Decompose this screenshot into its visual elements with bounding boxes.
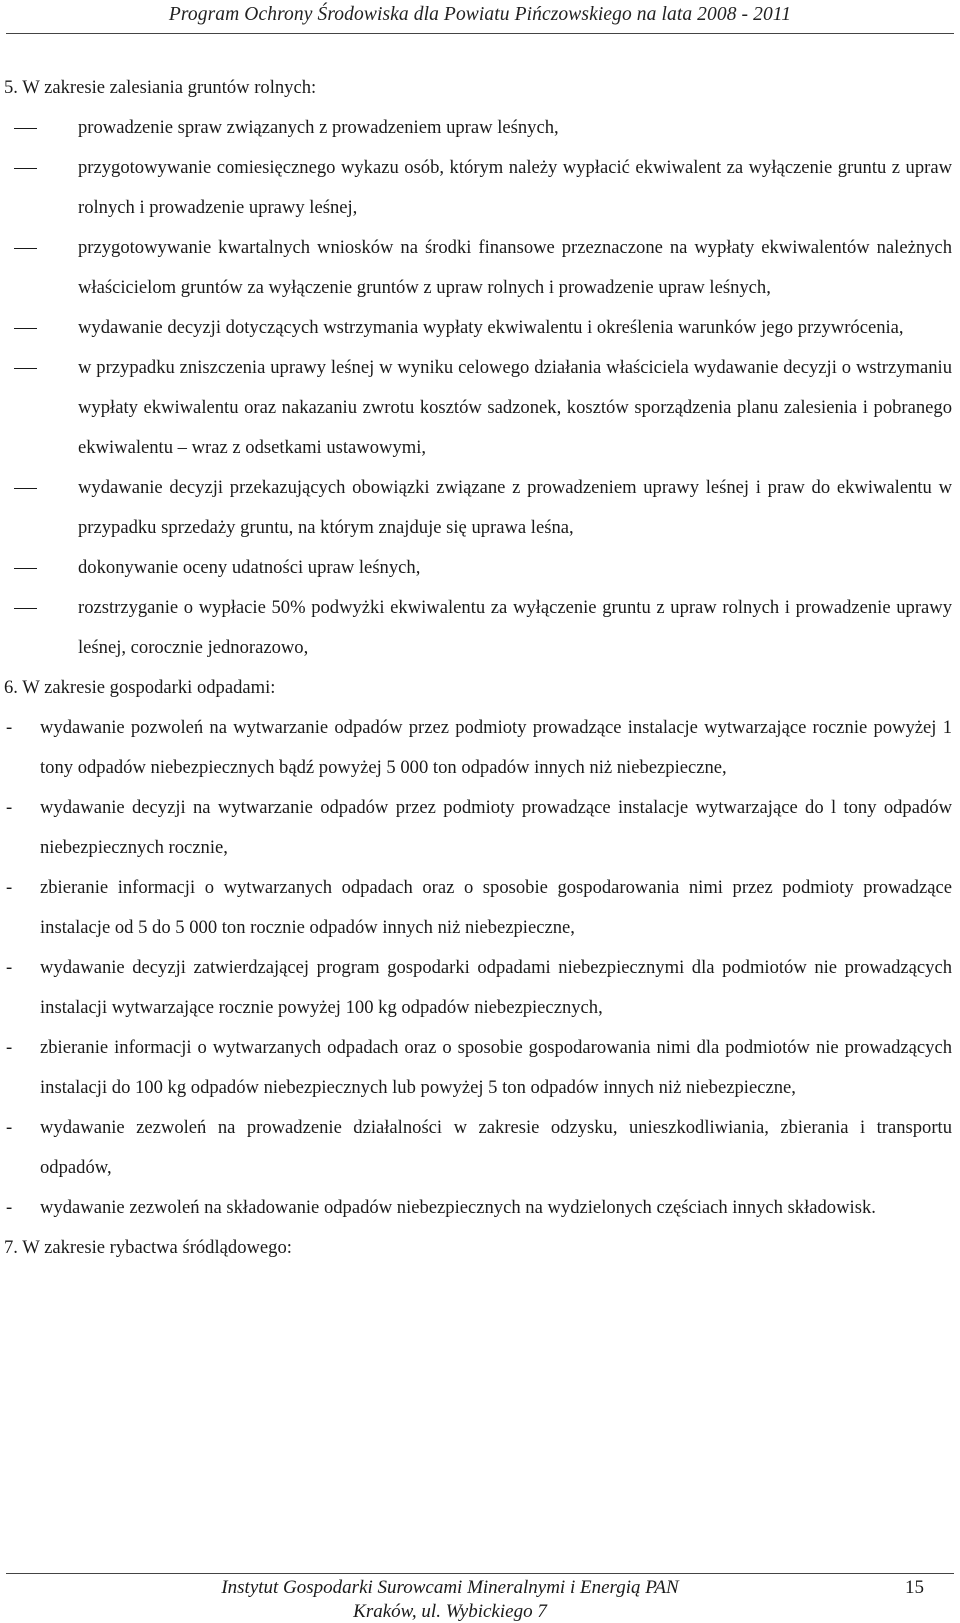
list-item — [4, 148, 956, 228]
hyphen-bullet-icon: - — [6, 1117, 13, 1138]
section-5-list — [4, 108, 956, 668]
list-item-text: prowadzenie spraw związanych z prowadzeniem upraw leśnych, — [78, 117, 559, 138]
list-item-text: wydawanie decyzji na wytwarzanie odpadów przez podmioty prowadzące instalacje wytwarzające do l tony odpadów niebezpiecznych rocznie, — [40, 797, 952, 858]
list-item-text: przygotowywanie comiesięcznego wykazu osób, którym należy wypłacić ekwiwalent za wyłączenie gruntu z upraw rolnych i prowadzenie uprawy leśnej, — [78, 157, 952, 218]
document-body — [4, 68, 956, 1268]
dash-bullet-icon — [14, 608, 37, 609]
list-item — [4, 108, 956, 148]
section-7-title: 7. W zakresie rybactwa śródlądowego: — [4, 1237, 292, 1258]
footer-institute: Instytut Gospodarki Surowcami Mineralnymi i Energią PAN — [221, 1577, 679, 1598]
hyphen-bullet-icon: - — [6, 877, 13, 898]
list-item-text: dokonywanie oceny udatności upraw leśnych, — [78, 557, 421, 578]
hyphen-bullet-icon: - — [6, 1037, 13, 1058]
list-item — [4, 308, 956, 348]
list-item — [4, 708, 956, 788]
list-item — [4, 868, 956, 948]
dash-bullet-icon — [14, 568, 37, 569]
section-5 — [4, 68, 956, 668]
list-item-text: zbieranie informacji o wytwarzanych odpadach oraz o sposobie gospodarowania nimi dla podmiotów nie prowadzących instalacji do 100 kg odpadów niebezpiecznych lub powyżej 5 ton odpadów innych niż niebezpieczne, — [40, 1037, 952, 1098]
list-item-text: w przypadku zniszczenia uprawy leśnej w wyniku celowego działania właściciela wydawanie decyzji o wstrzymaniu wypłaty ekwiwalentu oraz nakazaniu zwrotu kosztów sadzonek, kosztów sporządzenia planu zalesienia i pobranego ekwiwalentu – wraz z odsetkami ustawowymi, — [78, 357, 952, 458]
section-7 — [4, 1228, 956, 1268]
hyphen-bullet-icon: - — [6, 1197, 13, 1218]
dash-bullet-icon — [14, 248, 37, 249]
list-item — [4, 948, 956, 1028]
header-divider — [6, 33, 954, 34]
list-item — [4, 1188, 956, 1228]
section-6-list — [4, 708, 956, 1228]
list-item — [4, 468, 956, 548]
dash-bullet-icon — [14, 368, 37, 369]
section-6-title: 6. W zakresie gospodarki odpadami: — [4, 677, 276, 698]
list-item-text: wydawanie decyzji dotyczących wstrzymania wypłaty ekwiwalentu i określenia warunków jego przywrócenia, — [78, 317, 904, 338]
list-item-text: wydawanie zezwoleń na prowadzenie działalności w zakresie odzysku, unieszkodliwiania, zbierania i transportu odpadów, — [40, 1117, 952, 1178]
header-title: Program Ochrony Środowiska dla Powiatu Pińczowskiego na lata 2008 - 2011 — [168, 4, 792, 25]
dash-bullet-icon — [14, 488, 37, 489]
list-item-text: przygotowywanie kwartalnych wniosków na środki finansowe przeznaczone na wypłaty ekwiwalentów należnych właścicielom gruntów za wyłączenie gruntów z upraw rolnych i prowadzenie upraw leśnych, — [78, 237, 952, 298]
list-item-text: wydawanie decyzji zatwierdzającej program gospodarki odpadami niebezpiecznymi dla podmiotów nie prowadzących instalacji wytwarzające rocznie powyżej 100 kg odpadów niebezpiecznych, — [40, 957, 952, 1018]
list-item — [4, 1028, 956, 1108]
list-item-text: wydawanie decyzji przekazujących obowiązki związane z prowadzeniem uprawy leśnej i praw do ekwiwalentu w przypadku sprzedaży gruntu, na którym znajduje się uprawa leśna, — [78, 477, 952, 538]
page-footer — [0, 1563, 960, 1622]
list-item-text: wydawanie zezwoleń na składowanie odpadów niebezpiecznych na wydzielonych częściach innych składowisk. — [40, 1197, 876, 1218]
list-item — [4, 348, 956, 468]
list-item — [4, 588, 956, 668]
dash-bullet-icon — [14, 168, 37, 169]
page-header — [0, 0, 960, 40]
section-5-title: 5. W zakresie zalesiania gruntów rolnych: — [4, 77, 317, 98]
list-item — [4, 548, 956, 588]
section-6 — [4, 668, 956, 1228]
list-item-text: wydawanie pozwoleń na wytwarzanie odpadów przez podmioty prowadzące instalacje wytwarzające rocznie powyżej 1 tony odpadów niebezpiecznych bądź powyżej 5 000 ton odpadów innych niż niebezpieczne, — [40, 717, 952, 778]
footer-divider — [6, 1573, 954, 1574]
footer-address: Kraków, ul. Wybickiego 7 — [353, 1601, 547, 1622]
hyphen-bullet-icon: - — [6, 717, 13, 738]
list-item — [4, 788, 956, 868]
list-item — [4, 1108, 956, 1188]
dash-bullet-icon — [14, 328, 37, 329]
list-item — [4, 228, 956, 308]
list-item-text: rozstrzyganie o wypłacie 50% podwyżki ekwiwalentu za wyłączenie gruntu z upraw rolnych i prowadzenie uprawy leśnej, corocznie jednorazowo, — [78, 597, 952, 658]
dash-bullet-icon — [14, 128, 37, 129]
hyphen-bullet-icon: - — [6, 957, 13, 978]
page-number: 15 — [905, 1577, 924, 1598]
hyphen-bullet-icon: - — [6, 797, 13, 818]
list-item-text: zbieranie informacji o wytwarzanych odpadach oraz o sposobie gospodarowania nimi przez podmioty prowadzące instalacje od 5 do 5 000 ton rocznie odpadów innych niż niebezpieczne, — [40, 877, 952, 938]
